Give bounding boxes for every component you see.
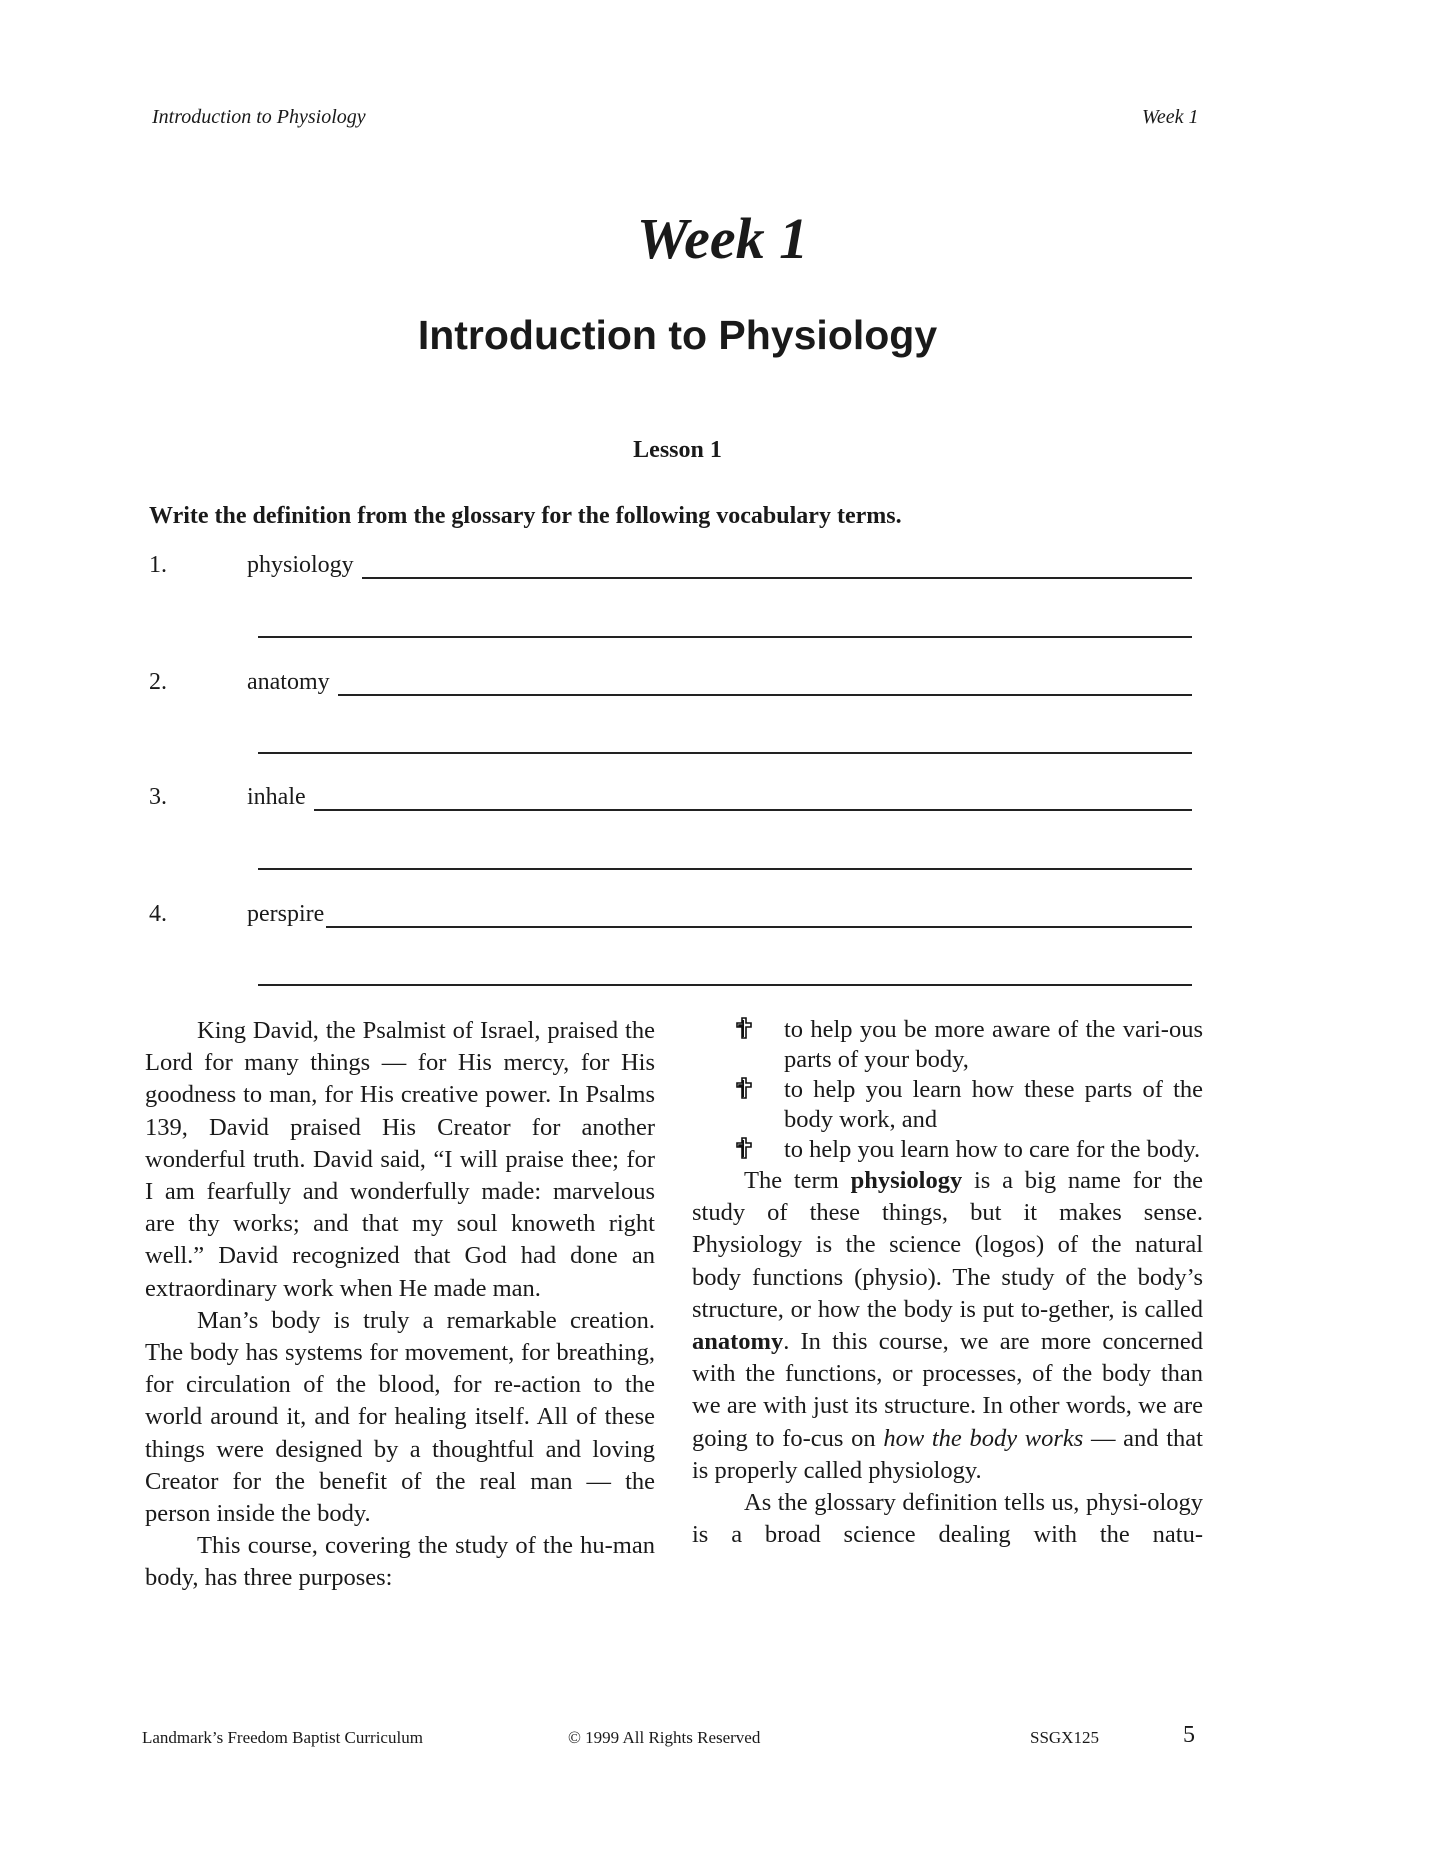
purpose-list — [692, 1015, 1203, 1165]
body-column-left — [145, 1015, 655, 1595]
page-title: Week 1 — [636, 206, 809, 271]
term-physiology: physiology — [850, 1167, 963, 1194]
page-number: 5 — [1183, 1722, 1195, 1748]
vocab-term: perspire — [247, 901, 325, 927]
unit-subtitle: Introduction to Physiology — [417, 312, 938, 358]
answer-line[interactable] — [326, 904, 1192, 928]
answer-line-continued[interactable] — [258, 984, 1192, 986]
vocab-item — [247, 552, 1192, 579]
emphasis: how the body works — [883, 1424, 1084, 1452]
vocab-item — [247, 669, 1192, 696]
footer-copyright: © 1999 All Rights Reserved — [568, 1728, 761, 1747]
answer-line[interactable] — [314, 787, 1192, 811]
instructions: Write the definition from the glossary for the following vocabulary terms. — [149, 503, 902, 529]
vocab-item — [247, 784, 1192, 811]
vocab-number: 4. — [149, 901, 167, 927]
term-anatomy: anatomy — [692, 1328, 784, 1356]
body-column-right — [692, 1015, 1203, 1551]
vocab-term: anatomy — [247, 669, 330, 695]
answer-line-continued[interactable] — [258, 752, 1192, 754]
vocab-term: physiology — [247, 552, 354, 578]
vocab-number: 3. — [149, 784, 167, 810]
cross-icon — [736, 1137, 752, 1159]
cross-icon — [736, 1077, 752, 1099]
paragraph: This course, covering the study of the hu-man body, has three purposes: — [145, 1532, 655, 1592]
vocab-term: inhale — [247, 784, 306, 810]
cross-icon — [736, 1017, 752, 1039]
vocab-number: 1. — [149, 552, 167, 578]
list-item: to help you learn how to care for the body. — [692, 1135, 1203, 1165]
paragraph: As the glossary definition tells us, physi-ology is a broad science dealing with the natu- — [692, 1489, 1203, 1549]
footer-publisher: Landmark’s Freedom Baptist Curriculum — [142, 1728, 423, 1747]
answer-line-continued[interactable] — [258, 868, 1192, 870]
list-item: to help you be more aware of the vari-ous parts of your body, — [692, 1015, 1203, 1075]
answer-line-continued[interactable] — [258, 636, 1192, 638]
running-header-left: Introduction to Physiology — [152, 106, 366, 128]
paragraph: Man’s body is truly a remarkable creation. The body has systems for movement, for breathing, for circulation of the blood, for re-action to the world around it, and for healing itself. All of these things were designed by a thoughtful and loving Creator for the benefit of the real man — the person inside the body. — [145, 1306, 655, 1528]
list-item: to help you learn how these parts of the body work, and — [692, 1075, 1203, 1135]
answer-line[interactable] — [362, 555, 1192, 579]
vocab-item — [247, 901, 1192, 928]
vocab-number: 2. — [149, 669, 167, 695]
paragraph: The term physiology is a big name for the study of these things, but it makes sense. Physiology is the science (logos) of the natural body functions (physio). The study of the body’s structure, or how the body is put to-gether, is called anatomy. In this course, we are more concerned with the functions, or processes, of the body than we are with just its structure. In other words, we are going to fo-cus on how the body works — and that is properly called physiology. — [692, 1167, 1203, 1484]
footer-code: SSGX125 — [1030, 1728, 1099, 1747]
running-header-right: Week 1 — [1142, 106, 1199, 128]
lesson-heading: Lesson 1 — [633, 437, 722, 463]
paragraph: King David, the Psalmist of Israel, praised the Lord for many things — for His mercy, for His goodness to man, for His creative power. In Psalms 139, David praised His Creator for another wonderful truth. David said, “I will praise thee; for I am fearfully and wonderfully made: marvelous are thy works; and that my soul knoweth right well.” David recognized that God had done an extraordinary work when He made man. — [145, 1017, 655, 1302]
answer-line[interactable] — [338, 672, 1192, 696]
